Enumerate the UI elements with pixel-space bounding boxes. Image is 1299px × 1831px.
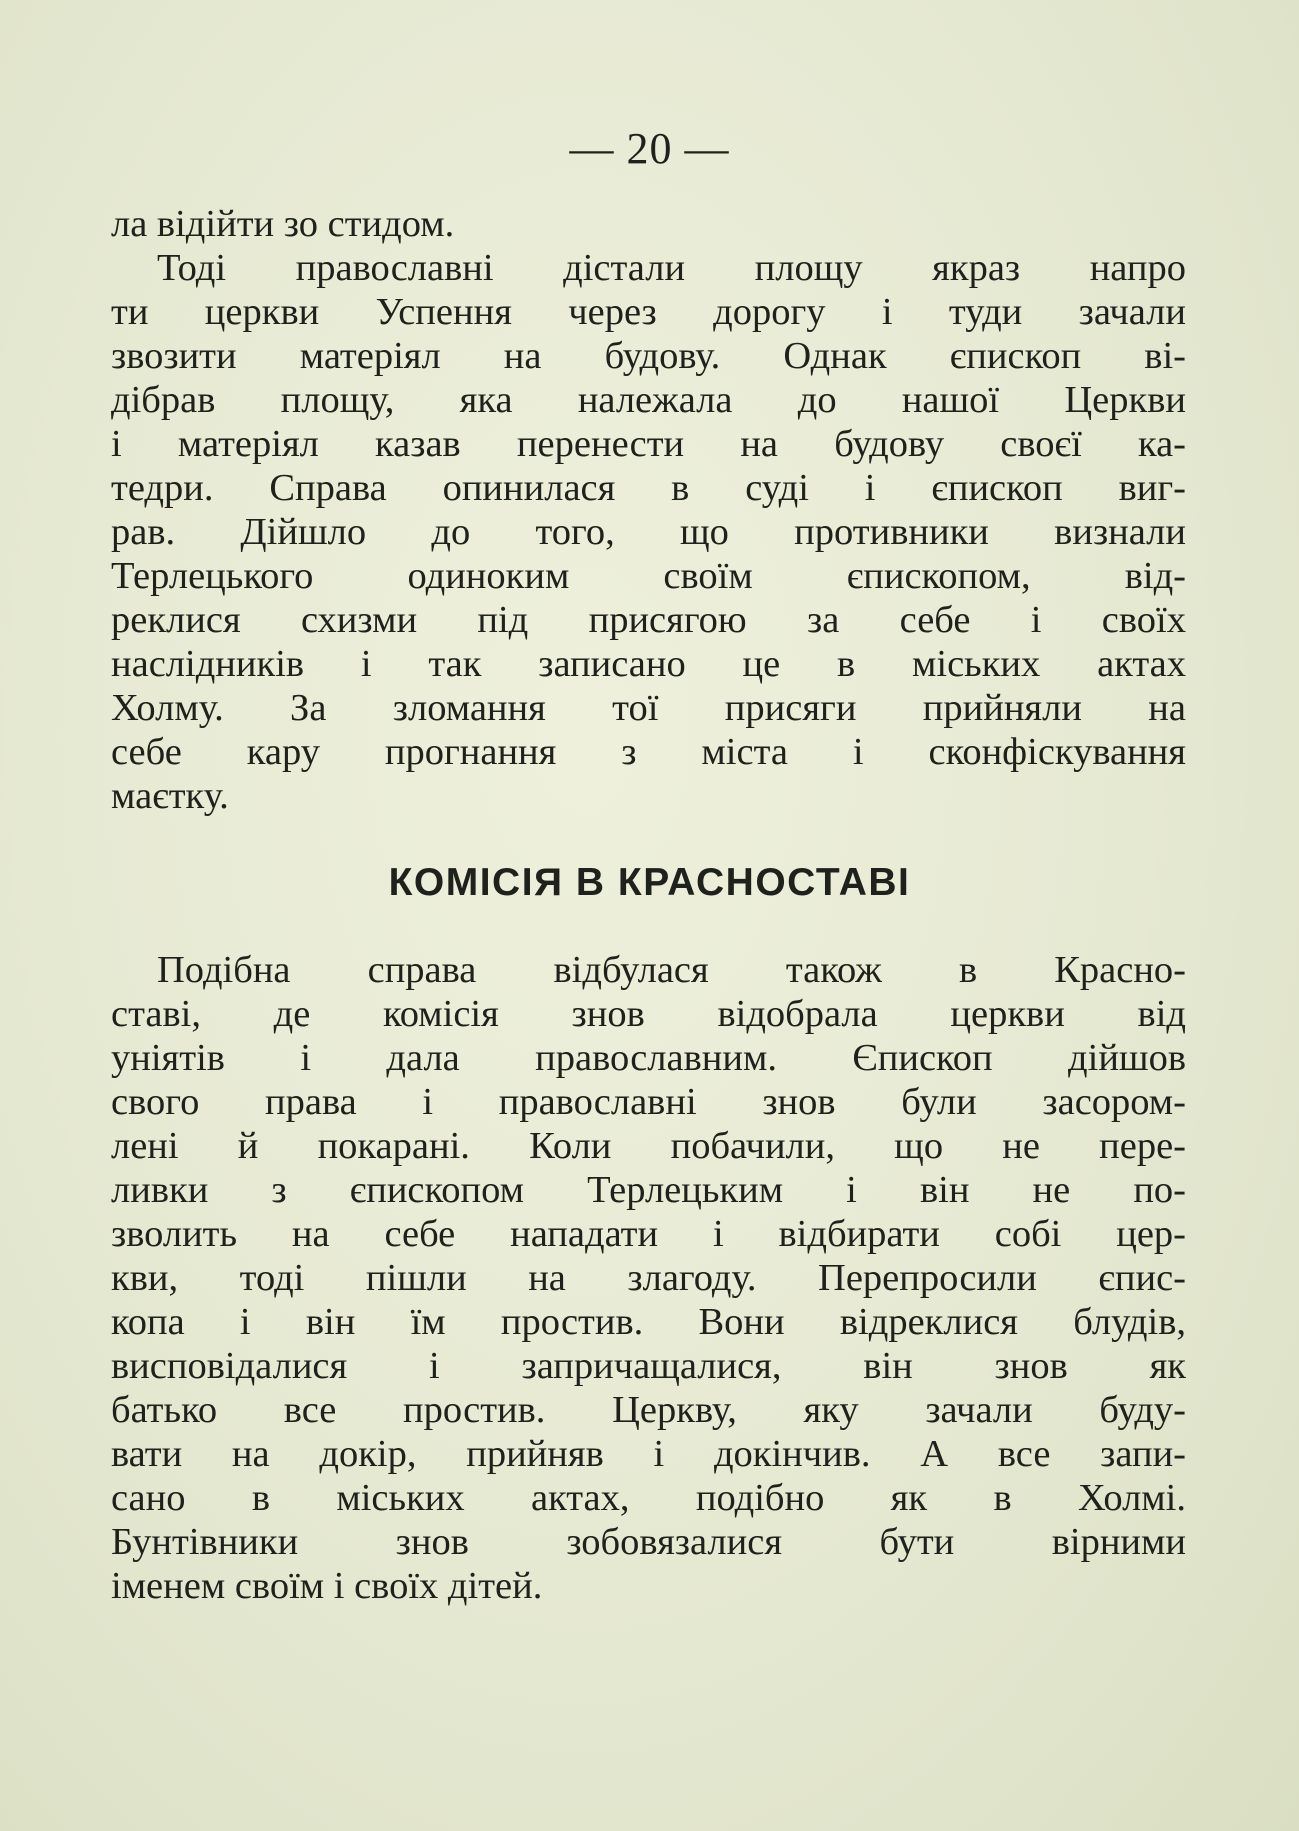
- text-line: сано в міських актах, подібно як в Холмі.: [111, 1477, 1186, 1519]
- text-line: вати на докір, прийняв і докінчив. А все запи-: [111, 1433, 1186, 1475]
- section-heading: КОМІСІЯ В КРАСНОСТАВІ: [388, 861, 911, 904]
- text-line: рав. Дійшло до того, що противники визнали: [111, 511, 1186, 553]
- text-line: Подібна справа відбулася також в Красно-: [157, 949, 1186, 991]
- text-line: ла відійти зо стидом.: [111, 203, 455, 245]
- text-line: тедри. Справа опинилася в суді і єпископ виг-: [111, 467, 1186, 509]
- text-line: лені й покарані. Коли побачили, що не пере-: [111, 1125, 1186, 1167]
- page-number: — 20 —: [569, 124, 730, 173]
- text-line: Терлецького одиноким своїм єпископом, від-: [111, 555, 1186, 597]
- text-line: реклися схизми під присягою за себе і своїх: [111, 599, 1186, 641]
- text-line: дібрав площу, яка належала до нашої Церкви: [111, 379, 1186, 421]
- text-line: ставі, де комісія знов відобрала церкви від: [111, 993, 1186, 1035]
- text-line: маєтку.: [111, 775, 229, 817]
- text-line: і матеріял казав перенести на будову своєї ка-: [111, 423, 1186, 465]
- text-line: Бунтівники знов зобовязалися бути вірними: [111, 1521, 1186, 1563]
- paragraph-krasnostav: [111, 948, 1186, 1608]
- text-line: ти церкви Успення через дорогу і туди зачали: [111, 291, 1186, 333]
- text-line: уніятів і дала православним. Єпископ дійшов: [111, 1037, 1186, 1079]
- text-line: зволить на себе нападати і відбирати собі цер-: [111, 1213, 1186, 1255]
- paragraph-continued: [111, 202, 1186, 818]
- text-line: копа і він їм простив. Вони відреклися блудів,: [111, 1301, 1186, 1343]
- text-line: наслідників і так записано це в міських актах: [111, 643, 1186, 685]
- text-line: свого права і православні знов були засором-: [111, 1081, 1186, 1123]
- text-line: Холму. За зломання тої присяги прийняли на: [111, 687, 1186, 729]
- text-line: ливки з єпископом Терлецьким і він не по-: [111, 1169, 1186, 1211]
- text-line: Тоді православні дістали площу якраз напро: [157, 247, 1186, 289]
- text-line: висповідалися і запричащалися, він знов як: [111, 1345, 1186, 1387]
- text-line: батько все простив. Церкву, яку зачали буду-: [111, 1389, 1186, 1431]
- text-line: іменем своїм і своїх дітей.: [111, 1565, 543, 1607]
- text-line: звозити матеріял на будову. Однак єпископ ві-: [111, 335, 1186, 377]
- text-line: себе кару прогнання з міста і сконфіскування: [111, 731, 1186, 773]
- text-line: кви, тоді пішли на злагоду. Перепросили єпис-: [111, 1257, 1186, 1299]
